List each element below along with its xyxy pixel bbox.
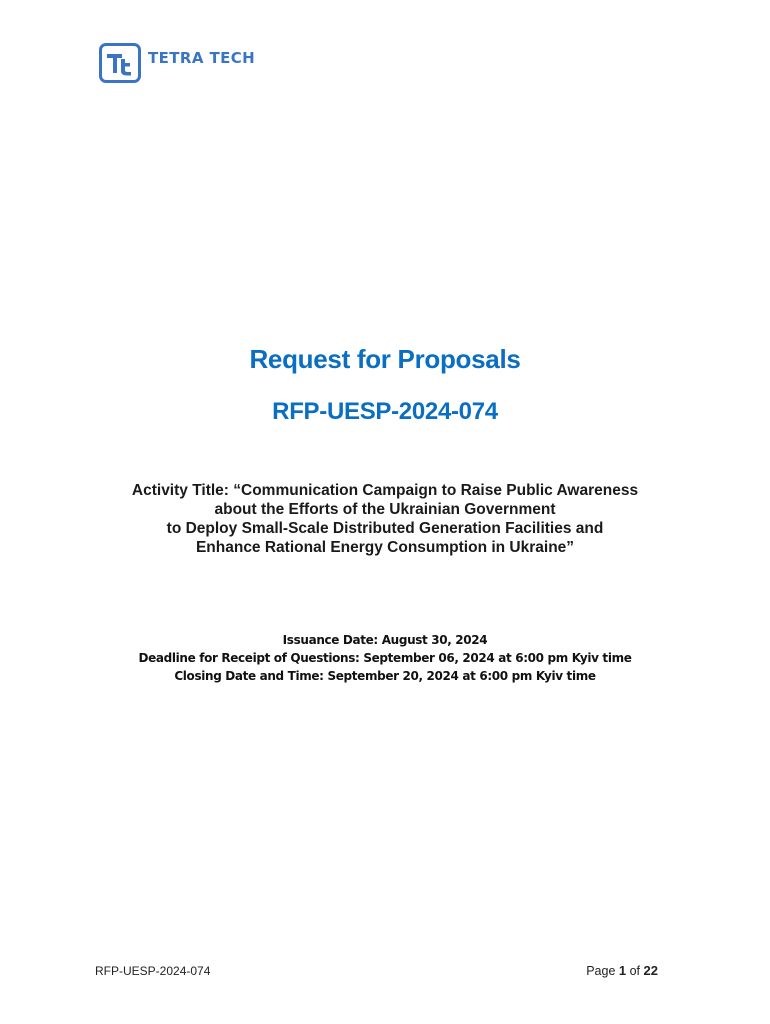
activity-title-line: Enhance Rational Energy Consumption in Ukraine” — [195, 539, 575, 556]
page-total: 22 — [643, 963, 658, 978]
document-title: Request for Proposals — [249, 344, 521, 374]
closing-date: Closing Date and Time: September 20, 2024 at 6:00 pm Kyiv time — [174, 669, 596, 683]
logo-text: TETRA TECH — [148, 49, 256, 67]
tetra-tech-tt-icon — [99, 43, 141, 83]
page-number — [586, 963, 658, 978]
activity-title-line: Activity Title: “Communication Campaign to Raise Public Awareness — [131, 482, 639, 499]
footer-doc-id: RFP-UESP-2024-074 — [95, 964, 211, 978]
page-current: 1 — [618, 963, 627, 978]
page-label: Page — [586, 964, 616, 978]
page-of: of — [629, 964, 641, 978]
activity-title-line: about the Efforts of the Ukrainian Government — [214, 501, 556, 518]
activity-title-line: to Deploy Small-Scale Distributed Generation Facilities and — [166, 520, 604, 537]
key-dates — [0, 631, 770, 685]
issuance-date: Issuance Date: August 30, 2024 — [282, 633, 488, 647]
rfp-number: RFP-UESP-2024-074 — [272, 398, 498, 425]
company-logo — [99, 43, 255, 83]
activity-title — [0, 481, 770, 557]
questions-deadline: Deadline for Receipt of Questions: September 06, 2024 at 6:00 pm Kyiv time — [138, 651, 632, 665]
